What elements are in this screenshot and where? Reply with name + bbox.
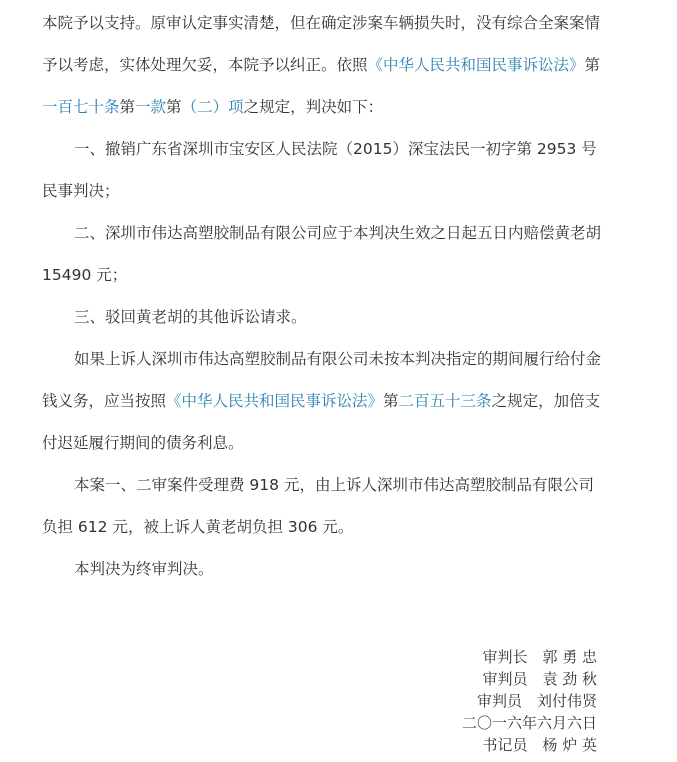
- paragraph-text: 第: [584, 56, 601, 74]
- article-link[interactable]: 二百五十三条: [398, 392, 492, 410]
- paragraph-ruling-item-2: 二、深圳市伟达高塑胶制品有限公司应于本判决生效之日起五日内赔偿黄老胡 15490 元；: [42, 224, 602, 284]
- paragraph-ruling-item-1: 一、撤销广东省深圳市宝安区人民法院（2015）深宝法民一初字第 2953 号民事判决；: [42, 140, 597, 200]
- law-link-civil-procedure[interactable]: 《中华人民共和国民事诉讼法》: [166, 392, 384, 410]
- article-link[interactable]: 一百七十条: [42, 98, 120, 116]
- paragraph-text: 之规定，加倍支付迟延履行期间的债务利息。: [42, 392, 601, 452]
- judgment-date: 二〇一六年六月六日: [461, 714, 597, 732]
- paragraph-final-judgment: 本判决为终审判决。: [74, 560, 214, 578]
- paragraph-ruling-basis: [42, 2, 607, 128]
- law-link-civil-procedure[interactable]: 《中华人民共和国民事诉讼法》: [367, 56, 585, 74]
- item-link[interactable]: （二）项: [181, 98, 244, 116]
- paragraph-text: 本院予以支持。原审认定事实清楚，但在确定涉案车辆损失时，没有综合全案案情予以考虑，实体处理欠妥，本院予以纠正。依照: [42, 14, 601, 74]
- chief-judge-line: 审判长 郭 勇 忠: [482, 648, 597, 666]
- clause-link[interactable]: 一款: [135, 98, 167, 116]
- paragraph-enforcement: [42, 338, 607, 464]
- paragraph-ruling-item-3: 三、驳回黄老胡的其他诉讼请求。: [74, 308, 307, 326]
- paragraph-text: 第: [383, 392, 399, 410]
- clerk-line: 书记员 杨 炉 英: [482, 736, 597, 754]
- signature-block: [462, 646, 597, 756]
- paragraph-text: 第: [119, 98, 136, 116]
- paragraph-text: 第: [166, 98, 182, 116]
- paragraph-text: 如果上诉人深圳市伟达高塑胶制品有限公司未按本判决指定的期间履行给付金钱义务，应当按照: [42, 350, 602, 410]
- judge-line: 审判员 袁 劲 秋: [482, 670, 597, 688]
- judge-line: 审判员 刘付伟贤: [476, 692, 597, 710]
- paragraph-court-fees: 本案一、二审案件受理费 918 元，由上诉人深圳市伟达高塑胶制品有限公司负担 612 元，被上诉人黄老胡负担 306 元。: [42, 476, 594, 536]
- paragraph-text: 之规定，判决如下：: [243, 98, 384, 116]
